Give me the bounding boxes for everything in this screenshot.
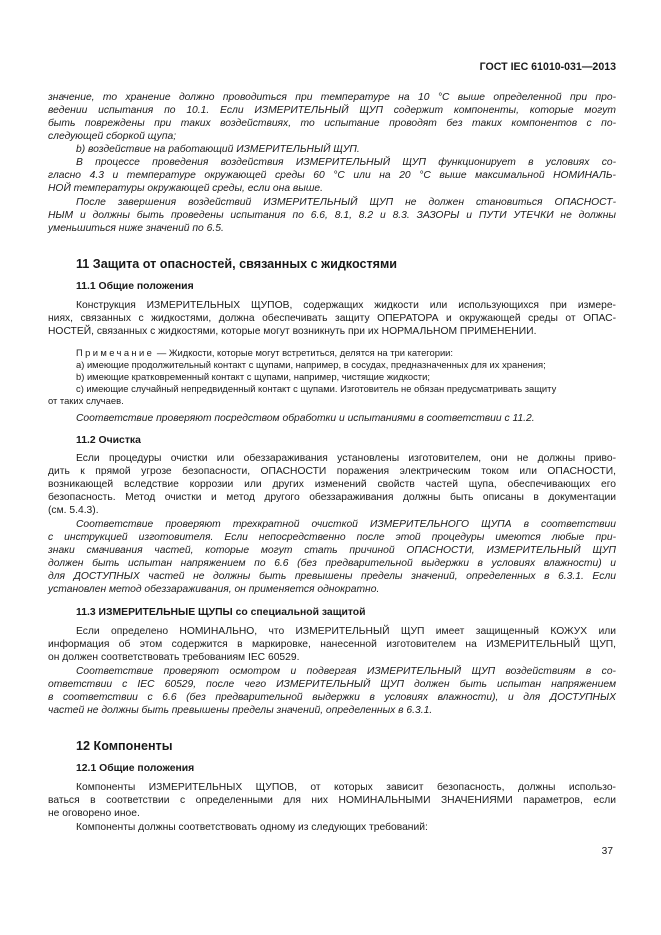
text-line: После завершения воздействий ИЗМЕРИТЕЛЬНЫЙ ЩУП не должен становиться ОПАСНОСТ- — [76, 197, 616, 208]
section-12-heading: 12 Компоненты — [76, 739, 173, 753]
text-line: Если определено НОМИНАЛЬНО, что ИЗМЕРИТЕЛЬНЫЙ ЩУП имеет защищенный КОЖУХ или — [76, 626, 616, 637]
text-line: быть повреждены при таких воздействиях, то испытание проводят без таких компонентов с по- — [48, 118, 616, 129]
compliance-line: Соответствие проверяют трехкратной очисткой ИЗМЕРИТЕЛЬНОГО ЩУПА в соответствии — [76, 519, 616, 530]
compliance-line: Соответствие проверяют осмотром и подвергая ИЗМЕРИТЕЛЬНЫЙ ЩУП воздействиям в со- — [76, 666, 616, 677]
subsection-11-2-heading: 11.2 Очистка — [76, 435, 141, 446]
note-item: a) имеющие продолжительный контакт с щупами, например, в сосудах, предназначенных для их хранения; — [76, 359, 546, 370]
note-item: b) имеющие кратковременный контакт с щупами, например, чистящие жидкости; — [76, 371, 430, 382]
text-line: возникающей вследствие коррозии или других изменений свойств частей щупа, обеспечивающих его — [48, 479, 616, 490]
text-line: ниях, связанных с жидкостями, должна обеспечивать защиту ОПЕРАТОРА и окружающей среды от ОПАС- — [48, 313, 616, 324]
section-11-heading: 11 Защита от опасностей, связанных с жидкостями — [76, 257, 398, 271]
text-line: НОСТЕЙ, связанных с жидкостями, которые могут возникнуть при их НОРМАЛЬНОМ ПРИМЕНЕНИИ. — [48, 326, 537, 337]
page-number: 37 — [601, 846, 613, 857]
text-line: ваться в соответствии с определенными для них НОМИНАЛЬНЫМИ ЗНАЧЕНИЯМИ параметров, если — [48, 795, 616, 806]
text-line: следующей сборкой щупа; — [48, 131, 177, 142]
note-label: Примечание — [76, 347, 155, 358]
compliance-line: в соответствии с 6.6 (без предварительной выдержки в условиях влажности), и для ДОСТУПНЫХ — [48, 692, 616, 703]
text-line: дить к прямой угрозе безопасности, ОПАСНОСТИ поражения электрическим током или ОПАСНОСТИ, — [48, 466, 616, 477]
subsection-11-1-heading: 11.1 Общие положения — [76, 281, 194, 292]
list-item: b) воздействие на работающий ИЗМЕРИТЕЛЬНЫЙ ЩУП. — [76, 144, 360, 155]
text-line: информация об этом содержится в маркировке, нанесенной изготовителем на ИЗМЕРИТЕЛЬНЫЙ ЩУП, — [48, 639, 616, 650]
text-line: (см. 5.4.3). — [48, 505, 99, 516]
compliance-line: Соответствие проверяют посредством обработки и испытаниями в соответствии с 11.2. — [76, 413, 535, 424]
note-item: c) имеющие случайный непредвиденный контакт с щупами. Изготовитель не обязан предусматривать защиту — [76, 383, 557, 394]
compliance-line: ответствии с IEC 60529, после чего ИЗМЕРИТЕЛЬНЫЙ ЩУП должен быть испытан напряжением — [48, 679, 616, 690]
note-text: — Жидкости, которые могут встретиться, делятся на три категории: — [154, 347, 454, 358]
text-line: НЫМ и должны быть проведены испытания по 6.6, 8.1, 8.2 и 8.3. ЗАЗОРЫ и ПУТИ УТЕЧКИ не должны — [48, 210, 616, 221]
compliance-line: для ДОСТУПНЫХ частей не должны быть превышены пределы значений, определенных в 6.3.1. Если — [48, 571, 616, 582]
text-line: гласно 4.3 и температуре окружающей среды 60 °С или на 20 °С выше максимальной НОМИНАЛЬ- — [48, 170, 616, 181]
subsection-12-1-heading: 12.1 Общие положения — [76, 763, 195, 774]
compliance-line: частей не должны быть превышены пределы значений, определенных в 6.3.1. — [48, 705, 433, 716]
compliance-line: с инструкцией изготовителя. Если непосредственно после этой процедуры имеются любые при- — [48, 532, 616, 543]
text-line: он должен соответствовать требованиям IEC 60529. — [48, 652, 300, 663]
compliance-line: должен быть испытан напряжением по 6.6 (без предварительной выдержки в условиях влажности) и — [48, 558, 616, 569]
text-line: Компоненты ИЗМЕРИТЕЛЬНЫХ ЩУПОВ, от которых зависит безопасность, должны использо- — [76, 782, 616, 793]
text-line: В процессе проведения воздействия ИЗМЕРИТЕЛЬНЫЙ ЩУП функционирует в условиях со- — [76, 157, 616, 168]
note-item: от таких случаев. — [48, 395, 124, 406]
text-line: ведении испытания по 10.1. Если ИЗМЕРИТЕЛЬНЫЙ ЩУП содержит компоненты, которые могут — [48, 105, 616, 116]
subsection-11-3-heading: 11.3 ИЗМЕРИТЕЛЬНЫЕ ЩУПЫ со специальной защитой — [76, 607, 366, 618]
text-line: Если процедуры очистки или обеззараживания установлены изготовителем, они не должны приво- — [76, 453, 616, 464]
compliance-line: знаки смачивания частей, которые могут стать причиной ОПАСНОСТИ, ИЗМЕРИТЕЛЬНЫЙ ЩУП — [48, 545, 616, 556]
text-line: НОЙ температуры окружающей среды, если она выше. — [48, 183, 323, 194]
text-line: значение, то хранение должно проводиться при температуре на 10 °С выше определенной при про- — [48, 92, 616, 103]
running-header: ГОСТ IEC 61010-031—2013 — [479, 61, 616, 73]
text-line: безопасность. Метод очистки и метод другого обеззараживания должны быть описаны в документации — [48, 492, 616, 503]
text-line: Компоненты должны соответствовать одному из следующих требований: — [76, 822, 428, 833]
compliance-line: установлен метод обеззараживания, он применяется однократно. — [48, 584, 380, 595]
text-line: Конструкция ИЗМЕРИТЕЛЬНЫХ ЩУПОВ, содержащих жидкости или использующихся при измере- — [76, 300, 616, 311]
text-line: уменьшиться ниже значений по 6.5. — [48, 223, 224, 234]
text-line: не оговорено иное. — [48, 808, 140, 819]
